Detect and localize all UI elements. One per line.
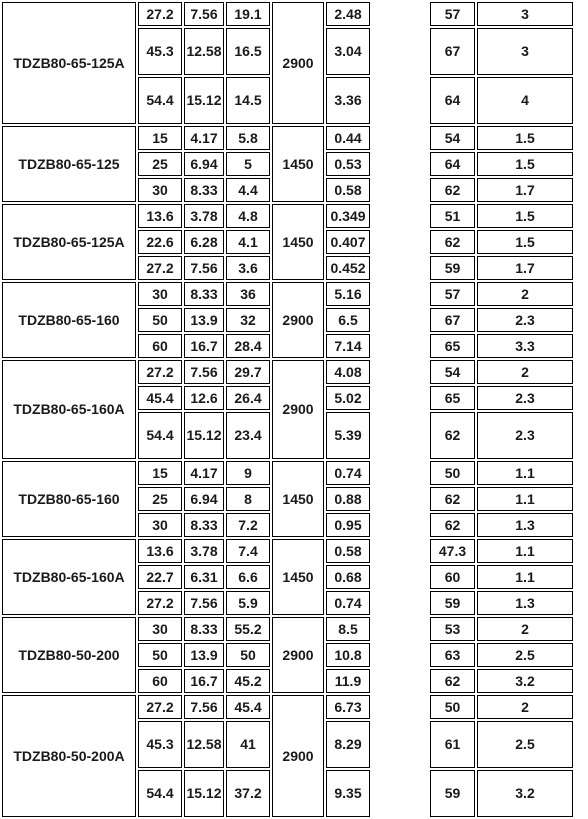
power-cell: 0.74 bbox=[326, 591, 370, 615]
column-gap bbox=[372, 360, 428, 459]
flow-m3h-cell: 27.2 bbox=[138, 591, 182, 615]
head-cell: 5 bbox=[226, 152, 270, 176]
power-cell: 0.407 bbox=[326, 230, 370, 254]
model-cell: TDZB80-65-160A bbox=[2, 539, 136, 615]
efficiency-cell: 47.3 bbox=[430, 539, 475, 563]
model-cell: TDZB80-65-125A bbox=[2, 2, 136, 124]
head-cell: 7.2 bbox=[226, 513, 270, 537]
flow-ls-cell: 6.31 bbox=[184, 565, 224, 589]
flow-m3h-cell: 30 bbox=[138, 513, 182, 537]
table-row bbox=[2, 539, 573, 563]
npsh-cell: 3.2 bbox=[477, 770, 573, 817]
flow-m3h-cell: 15 bbox=[138, 126, 182, 150]
npsh-cell: 2.3 bbox=[477, 308, 573, 332]
efficiency-cell: 59 bbox=[430, 256, 475, 280]
speed-cell: 1450 bbox=[272, 461, 324, 537]
npsh-cell: 1.1 bbox=[477, 539, 573, 563]
power-cell: 5.02 bbox=[326, 386, 370, 410]
column-gap bbox=[372, 282, 428, 358]
flow-m3h-cell: 60 bbox=[138, 334, 182, 358]
power-cell: 3.36 bbox=[326, 77, 370, 124]
speed-cell: 2900 bbox=[272, 360, 324, 459]
head-cell: 36 bbox=[226, 282, 270, 306]
model-cell: TDZB80-65-125A bbox=[2, 204, 136, 280]
efficiency-cell: 63 bbox=[430, 643, 475, 667]
column-gap bbox=[372, 539, 428, 615]
head-cell: 3.6 bbox=[226, 256, 270, 280]
column-gap bbox=[372, 695, 428, 817]
flow-ls-cell: 12.58 bbox=[184, 28, 224, 75]
flow-ls-cell: 6.28 bbox=[184, 230, 224, 254]
npsh-cell: 1.3 bbox=[477, 591, 573, 615]
flow-ls-cell: 7.56 bbox=[184, 360, 224, 384]
flow-ls-cell: 6.94 bbox=[184, 152, 224, 176]
power-cell: 8.5 bbox=[326, 617, 370, 641]
flow-m3h-cell: 30 bbox=[138, 178, 182, 202]
flow-ls-cell: 4.17 bbox=[184, 461, 224, 485]
table-row bbox=[2, 126, 573, 150]
head-cell: 26.4 bbox=[226, 386, 270, 410]
efficiency-cell: 54 bbox=[430, 360, 475, 384]
efficiency-cell: 62 bbox=[430, 230, 475, 254]
model-cell: TDZB80-50-200A bbox=[2, 695, 136, 817]
column-gap bbox=[372, 461, 428, 537]
flow-m3h-cell: 15 bbox=[138, 461, 182, 485]
table-row bbox=[2, 617, 573, 641]
flow-m3h-cell: 27.2 bbox=[138, 256, 182, 280]
head-cell: 19.1 bbox=[226, 2, 270, 26]
power-cell: 0.95 bbox=[326, 513, 370, 537]
efficiency-cell: 54 bbox=[430, 126, 475, 150]
flow-ls-cell: 7.56 bbox=[184, 2, 224, 26]
flow-ls-cell: 6.94 bbox=[184, 487, 224, 511]
npsh-cell: 3.3 bbox=[477, 334, 573, 358]
power-cell: 9.35 bbox=[326, 770, 370, 817]
npsh-cell: 1.1 bbox=[477, 565, 573, 589]
power-cell: 0.88 bbox=[326, 487, 370, 511]
flow-m3h-cell: 60 bbox=[138, 669, 182, 693]
efficiency-cell: 62 bbox=[430, 178, 475, 202]
power-cell: 6.5 bbox=[326, 308, 370, 332]
power-cell: 0.58 bbox=[326, 178, 370, 202]
head-cell: 45.2 bbox=[226, 669, 270, 693]
head-cell: 50 bbox=[226, 643, 270, 667]
npsh-cell: 1.7 bbox=[477, 178, 573, 202]
flow-m3h-cell: 50 bbox=[138, 308, 182, 332]
table-row bbox=[2, 695, 573, 719]
npsh-cell: 1.5 bbox=[477, 230, 573, 254]
flow-m3h-cell: 22.7 bbox=[138, 565, 182, 589]
npsh-cell: 1.1 bbox=[477, 487, 573, 511]
head-cell: 4.8 bbox=[226, 204, 270, 228]
table-row bbox=[2, 282, 573, 306]
flow-ls-cell: 3.78 bbox=[184, 539, 224, 563]
efficiency-cell: 50 bbox=[430, 461, 475, 485]
npsh-cell: 1.3 bbox=[477, 513, 573, 537]
efficiency-cell: 64 bbox=[430, 77, 475, 124]
flow-m3h-cell: 45.3 bbox=[138, 28, 182, 75]
npsh-cell: 2 bbox=[477, 282, 573, 306]
column-gap bbox=[372, 126, 428, 202]
npsh-cell: 1.5 bbox=[477, 126, 573, 150]
speed-cell: 2900 bbox=[272, 617, 324, 693]
power-cell: 0.44 bbox=[326, 126, 370, 150]
power-cell: 5.16 bbox=[326, 282, 370, 306]
npsh-cell: 2.3 bbox=[477, 386, 573, 410]
power-cell: 0.53 bbox=[326, 152, 370, 176]
efficiency-cell: 62 bbox=[430, 513, 475, 537]
flow-ls-cell: 4.17 bbox=[184, 126, 224, 150]
npsh-cell: 2.5 bbox=[477, 643, 573, 667]
head-cell: 41 bbox=[226, 721, 270, 768]
power-cell: 0.349 bbox=[326, 204, 370, 228]
power-cell: 2.48 bbox=[326, 2, 370, 26]
flow-m3h-cell: 54.4 bbox=[138, 77, 182, 124]
flow-ls-cell: 13.9 bbox=[184, 308, 224, 332]
head-cell: 29.7 bbox=[226, 360, 270, 384]
flow-ls-cell: 16.7 bbox=[184, 334, 224, 358]
column-gap bbox=[372, 2, 428, 124]
flow-ls-cell: 12.6 bbox=[184, 386, 224, 410]
npsh-cell: 3 bbox=[477, 28, 573, 75]
flow-m3h-cell: 25 bbox=[138, 152, 182, 176]
power-cell: 0.74 bbox=[326, 461, 370, 485]
flow-m3h-cell: 45.4 bbox=[138, 386, 182, 410]
head-cell: 55.2 bbox=[226, 617, 270, 641]
head-cell: 4.1 bbox=[226, 230, 270, 254]
efficiency-cell: 60 bbox=[430, 565, 475, 589]
flow-m3h-cell: 54.4 bbox=[138, 770, 182, 817]
npsh-cell: 3.2 bbox=[477, 669, 573, 693]
npsh-cell: 2.3 bbox=[477, 412, 573, 459]
flow-ls-cell: 8.33 bbox=[184, 282, 224, 306]
flow-ls-cell: 15.12 bbox=[184, 412, 224, 459]
speed-cell: 2900 bbox=[272, 282, 324, 358]
head-cell: 45.4 bbox=[226, 695, 270, 719]
head-cell: 32 bbox=[226, 308, 270, 332]
table-row bbox=[2, 2, 573, 26]
power-cell: 11.9 bbox=[326, 669, 370, 693]
flow-ls-cell: 15.12 bbox=[184, 770, 224, 817]
speed-cell: 1450 bbox=[272, 204, 324, 280]
flow-m3h-cell: 50 bbox=[138, 643, 182, 667]
head-cell: 8 bbox=[226, 487, 270, 511]
efficiency-cell: 65 bbox=[430, 386, 475, 410]
column-gap bbox=[372, 617, 428, 693]
power-cell: 6.73 bbox=[326, 695, 370, 719]
flow-ls-cell: 7.56 bbox=[184, 256, 224, 280]
npsh-cell: 3 bbox=[477, 2, 573, 26]
flow-m3h-cell: 30 bbox=[138, 282, 182, 306]
head-cell: 16.5 bbox=[226, 28, 270, 75]
npsh-cell: 2 bbox=[477, 695, 573, 719]
efficiency-cell: 59 bbox=[430, 591, 475, 615]
flow-m3h-cell: 25 bbox=[138, 487, 182, 511]
head-cell: 4.4 bbox=[226, 178, 270, 202]
table-row bbox=[2, 204, 573, 228]
flow-ls-cell: 12.58 bbox=[184, 721, 224, 768]
flow-ls-cell: 8.33 bbox=[184, 178, 224, 202]
efficiency-cell: 50 bbox=[430, 695, 475, 719]
model-cell: TDZB80-65-160 bbox=[2, 461, 136, 537]
power-cell: 0.68 bbox=[326, 565, 370, 589]
efficiency-cell: 62 bbox=[430, 487, 475, 511]
flow-m3h-cell: 30 bbox=[138, 617, 182, 641]
efficiency-cell: 62 bbox=[430, 669, 475, 693]
flow-ls-cell: 8.33 bbox=[184, 617, 224, 641]
flow-m3h-cell: 22.6 bbox=[138, 230, 182, 254]
flow-m3h-cell: 27.2 bbox=[138, 2, 182, 26]
efficiency-cell: 51 bbox=[430, 204, 475, 228]
head-cell: 6.6 bbox=[226, 565, 270, 589]
power-cell: 8.29 bbox=[326, 721, 370, 768]
flow-ls-cell: 3.78 bbox=[184, 204, 224, 228]
efficiency-cell: 57 bbox=[430, 282, 475, 306]
npsh-cell: 2 bbox=[477, 360, 573, 384]
head-cell: 14.5 bbox=[226, 77, 270, 124]
head-cell: 5.9 bbox=[226, 591, 270, 615]
speed-cell: 2900 bbox=[272, 695, 324, 817]
table-row bbox=[2, 461, 573, 485]
npsh-cell: 2 bbox=[477, 617, 573, 641]
model-cell: TDZB80-65-160 bbox=[2, 282, 136, 358]
npsh-cell: 1.5 bbox=[477, 204, 573, 228]
efficiency-cell: 57 bbox=[430, 2, 475, 26]
npsh-cell: 1.7 bbox=[477, 256, 573, 280]
table-row bbox=[2, 360, 573, 384]
efficiency-cell: 62 bbox=[430, 412, 475, 459]
efficiency-cell: 53 bbox=[430, 617, 475, 641]
power-cell: 3.04 bbox=[326, 28, 370, 75]
power-cell: 5.39 bbox=[326, 412, 370, 459]
column-gap bbox=[372, 204, 428, 280]
efficiency-cell: 64 bbox=[430, 152, 475, 176]
efficiency-cell: 61 bbox=[430, 721, 475, 768]
flow-m3h-cell: 27.2 bbox=[138, 695, 182, 719]
flow-m3h-cell: 45.3 bbox=[138, 721, 182, 768]
head-cell: 23.4 bbox=[226, 412, 270, 459]
power-cell: 10.8 bbox=[326, 643, 370, 667]
flow-m3h-cell: 54.4 bbox=[138, 412, 182, 459]
efficiency-cell: 67 bbox=[430, 308, 475, 332]
npsh-cell: 4 bbox=[477, 77, 573, 124]
flow-m3h-cell: 13.6 bbox=[138, 204, 182, 228]
model-cell: TDZB80-65-125 bbox=[2, 126, 136, 202]
power-cell: 0.452 bbox=[326, 256, 370, 280]
efficiency-cell: 67 bbox=[430, 28, 475, 75]
power-cell: 7.14 bbox=[326, 334, 370, 358]
flow-ls-cell: 7.56 bbox=[184, 591, 224, 615]
efficiency-cell: 65 bbox=[430, 334, 475, 358]
flow-ls-cell: 15.12 bbox=[184, 77, 224, 124]
npsh-cell: 1.1 bbox=[477, 461, 573, 485]
head-cell: 9 bbox=[226, 461, 270, 485]
npsh-cell: 2.5 bbox=[477, 721, 573, 768]
speed-cell: 1450 bbox=[272, 126, 324, 202]
flow-ls-cell: 13.9 bbox=[184, 643, 224, 667]
speed-cell: 2900 bbox=[272, 2, 324, 124]
head-cell: 28.4 bbox=[226, 334, 270, 358]
head-cell: 7.4 bbox=[226, 539, 270, 563]
power-cell: 0.58 bbox=[326, 539, 370, 563]
head-cell: 5.8 bbox=[226, 126, 270, 150]
flow-ls-cell: 16.7 bbox=[184, 669, 224, 693]
flow-ls-cell: 7.56 bbox=[184, 695, 224, 719]
efficiency-cell: 59 bbox=[430, 770, 475, 817]
flow-m3h-cell: 27.2 bbox=[138, 360, 182, 384]
model-cell: TDZB80-50-200 bbox=[2, 617, 136, 693]
flow-m3h-cell: 13.6 bbox=[138, 539, 182, 563]
model-cell: TDZB80-65-160A bbox=[2, 360, 136, 459]
npsh-cell: 1.5 bbox=[477, 152, 573, 176]
head-cell: 37.2 bbox=[226, 770, 270, 817]
speed-cell: 1450 bbox=[272, 539, 324, 615]
flow-ls-cell: 8.33 bbox=[184, 513, 224, 537]
power-cell: 4.08 bbox=[326, 360, 370, 384]
